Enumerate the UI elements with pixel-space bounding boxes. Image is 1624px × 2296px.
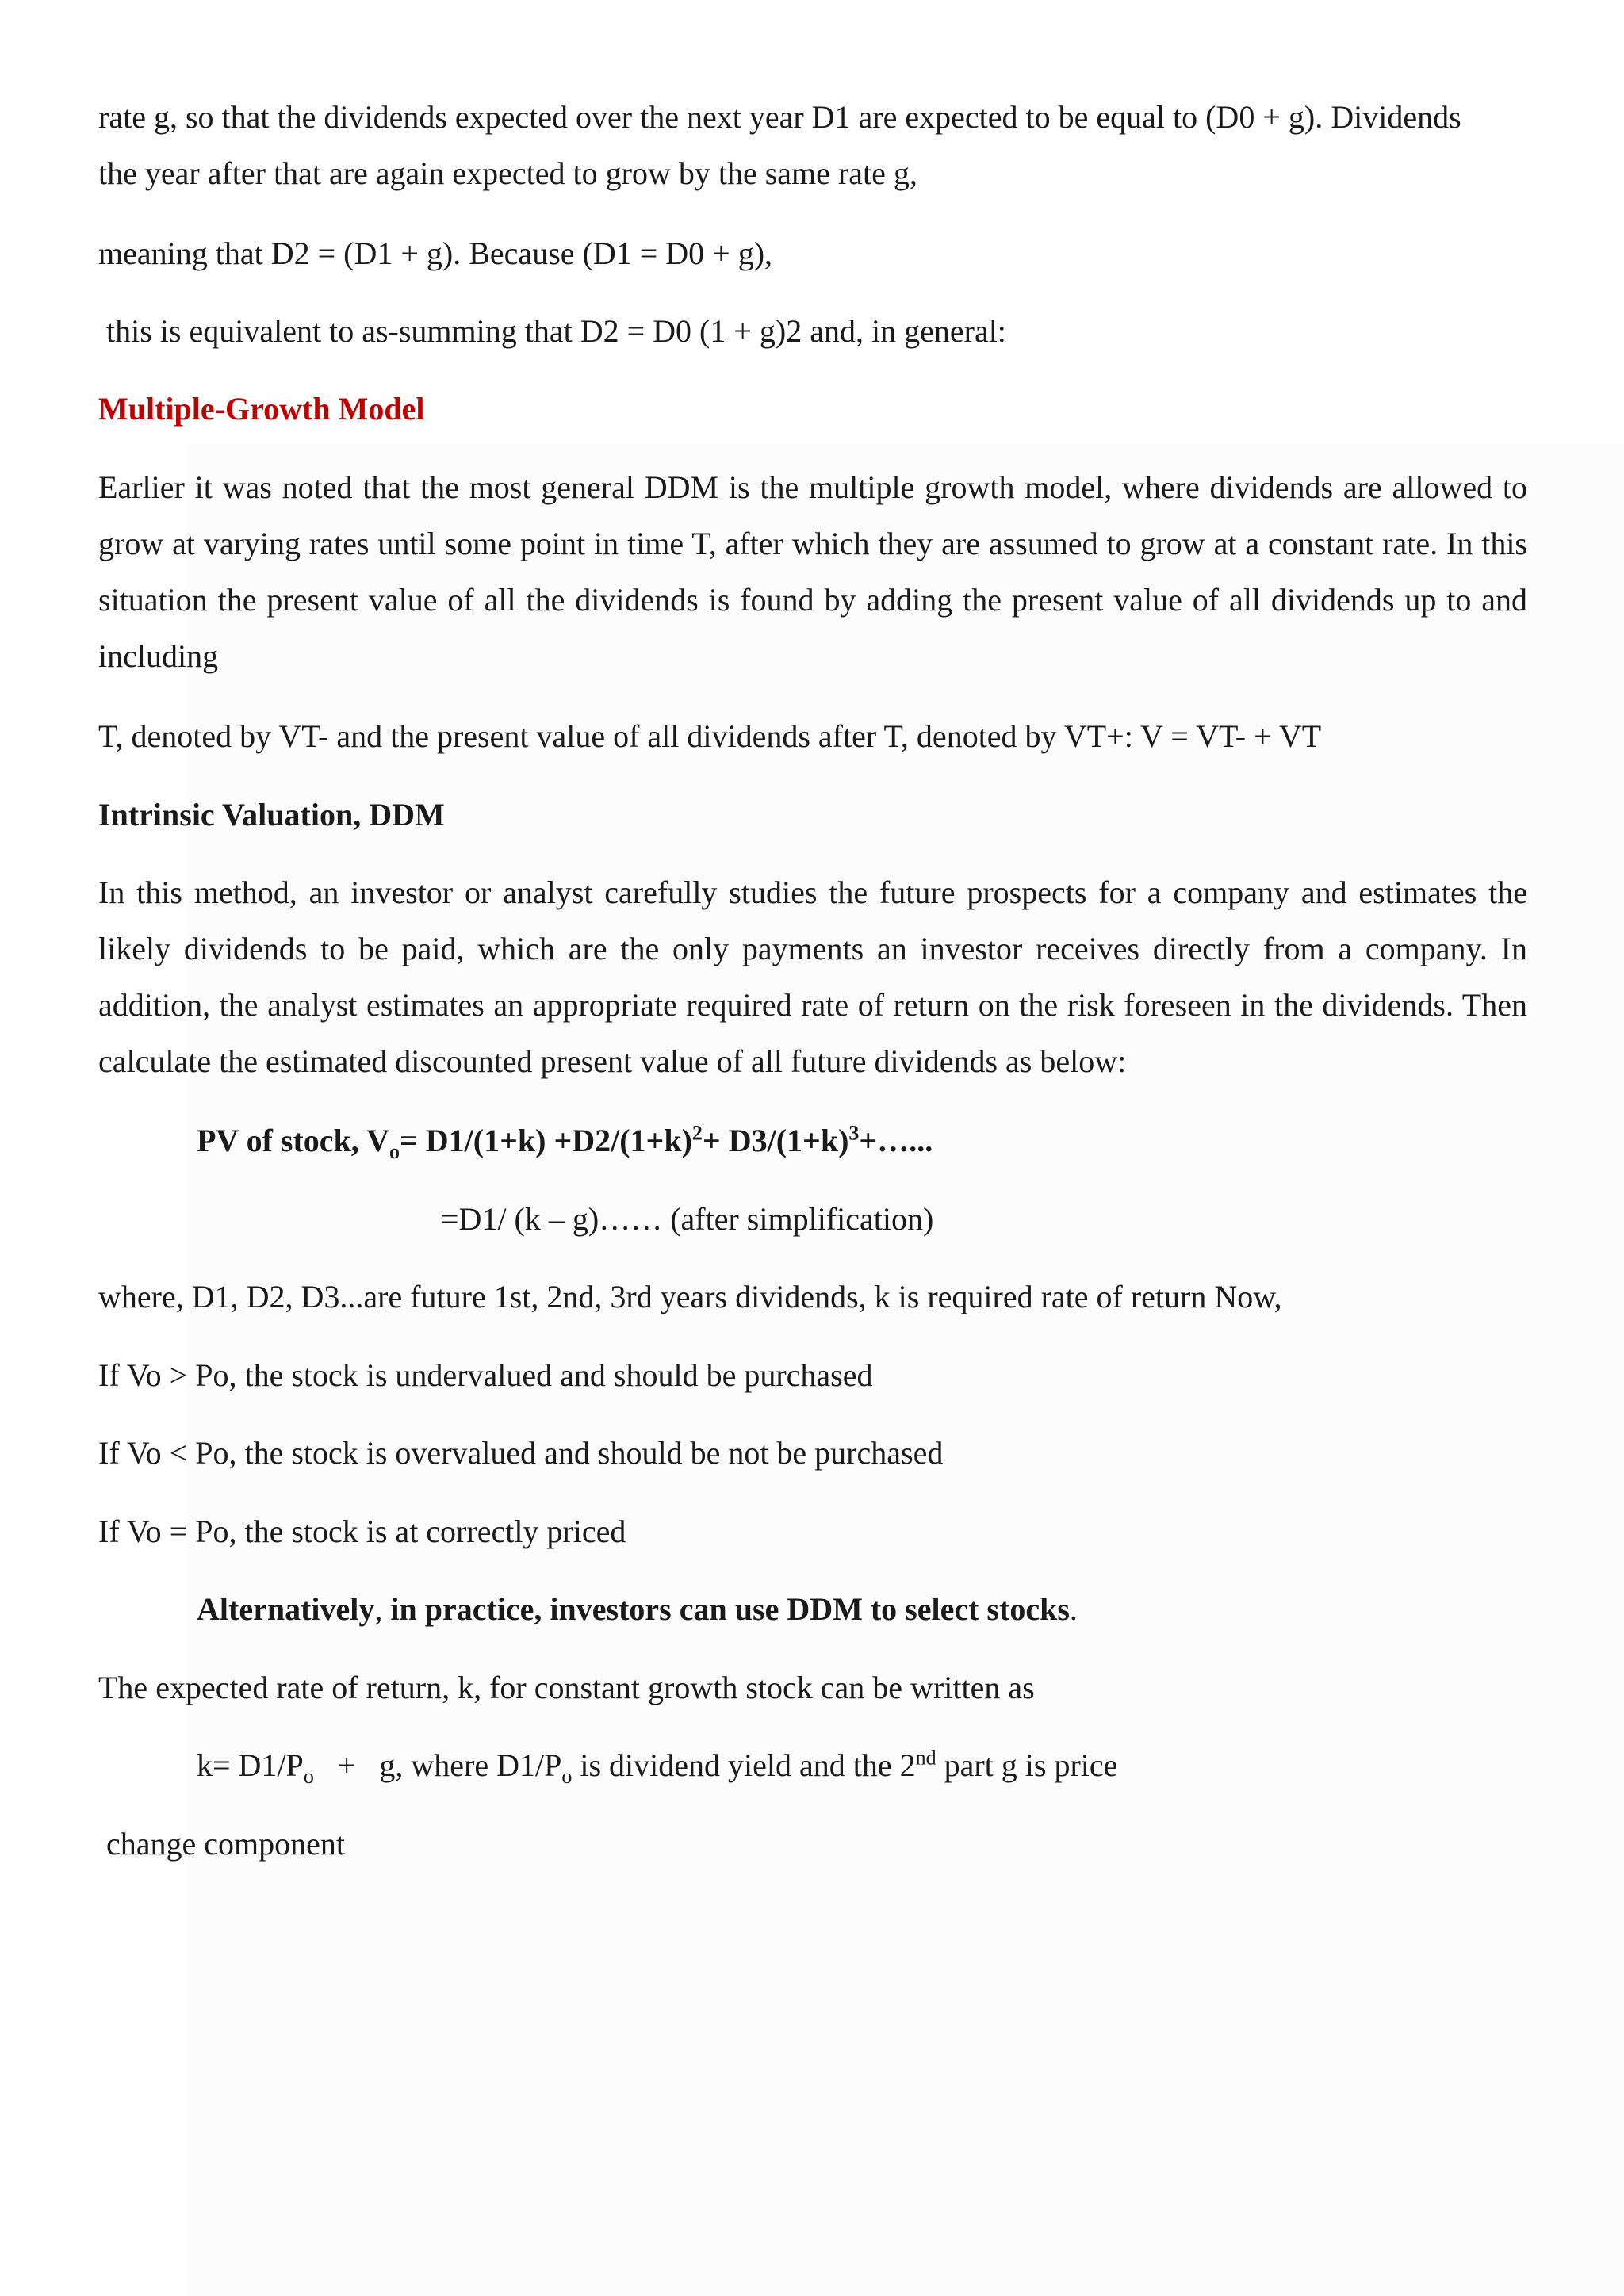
intrinsic-valuation-heading: Intrinsic Valuation, DDM xyxy=(98,797,445,832)
pv-formula-term2: + D3/(1+k) xyxy=(702,1123,849,1158)
pv-formula-term3: +…... xyxy=(859,1123,933,1158)
pv-formula-simplified: =D1/ (k – g)…… (after simplification) xyxy=(441,1201,934,1237)
multiple-growth-tail-line: T, denoted by VT- and the present value of all dividends after T, denoted by VT+: V = VT- + VT xyxy=(98,718,1322,754)
pv-formula-subscript: o xyxy=(389,1140,400,1163)
pv-formula-exponent-3: 3 xyxy=(848,1121,860,1145)
pv-formula xyxy=(197,1112,933,1169)
k-formula-text-2: + g, where D1/P xyxy=(313,1747,562,1783)
rule-overvalued: If Vo < Po, the stock is overvalued and should be not be purchased xyxy=(98,1435,944,1471)
continued-line-1: rate g, so that the dividends expected over the next year D1 are expected to be equal to (D0 + g). Dividends xyxy=(98,99,1461,135)
pv-formula-exponent-2: 2 xyxy=(691,1121,703,1145)
k-formula-subscript-2: o xyxy=(561,1765,573,1788)
k-formula-superscript: nd xyxy=(915,1746,936,1770)
meaning-line: meaning that D2 = (D1 + g). Because (D1 = D0 + g), xyxy=(98,235,773,271)
k-formula-text-4: part g is price xyxy=(936,1747,1118,1783)
rule-undervalued: If Vo > Po, the stock is undervalued and should be purchased xyxy=(98,1357,873,1393)
intrinsic-valuation-paragraph: In this method, an investor or analyst carefully studies the future prospects for a company and estimates the likely dividends to be paid, which are the only payments an investor receives directly from a company. In addition, the analyst estimates an appropriate required rate of return on the risk foreseen in the dividends. Then calculate the estimated discounted present value of all future dividends as below: xyxy=(98,874,1527,1079)
continued-line-2: the year after that are again expected to grow by the same rate g, xyxy=(98,155,917,191)
alternatively-line xyxy=(197,1581,1078,1637)
pv-formula-term1: = D1/(1+k) +D2/(1+k) xyxy=(399,1123,692,1158)
continued-paragraph xyxy=(98,89,1527,201)
k-formula-subscript-1: o xyxy=(303,1765,314,1788)
k-formula-text-3: is dividend yield and the 2 xyxy=(572,1747,916,1783)
rule-correctly-priced: If Vo = Po, the stock is at correctly priced xyxy=(98,1513,626,1549)
expected-return-line: The expected rate of return, k, for constant growth stock can be written as xyxy=(98,1670,1035,1705)
alternatively-bold-2: in practice, investors can use DDM to select stocks xyxy=(382,1591,1070,1627)
pv-formula-prefix: PV of stock, V xyxy=(197,1123,389,1158)
k-formula-text-1: k= D1/P xyxy=(197,1747,304,1783)
alternatively-comma: , xyxy=(374,1591,383,1627)
multiple-growth-paragraph: Earlier it was noted that the most general DDM is the multiple growth model, where dividends are allowed to grow at varying rates until some point in time T, after which they are assumed to grow at a constant rate. In this situation the present value of all the dividends is found by adding the present value of all dividends up to and including xyxy=(98,469,1527,674)
alternatively-bold-1: Alternatively xyxy=(197,1591,375,1627)
k-formula-line xyxy=(197,1737,1117,1793)
where-line: where, D1, D2, D3...are future 1st, 2nd, 3rd years dividends, k is required rate of return Now, xyxy=(98,1279,1282,1314)
alternatively-period: . xyxy=(1069,1591,1078,1627)
change-component-line: change component xyxy=(106,1826,345,1862)
equivalent-line: this is equivalent to as-summing that D2 = D0 (1 + g)2 and, in general: xyxy=(106,313,1006,349)
multiple-growth-heading: Multiple-Growth Model xyxy=(98,391,425,427)
